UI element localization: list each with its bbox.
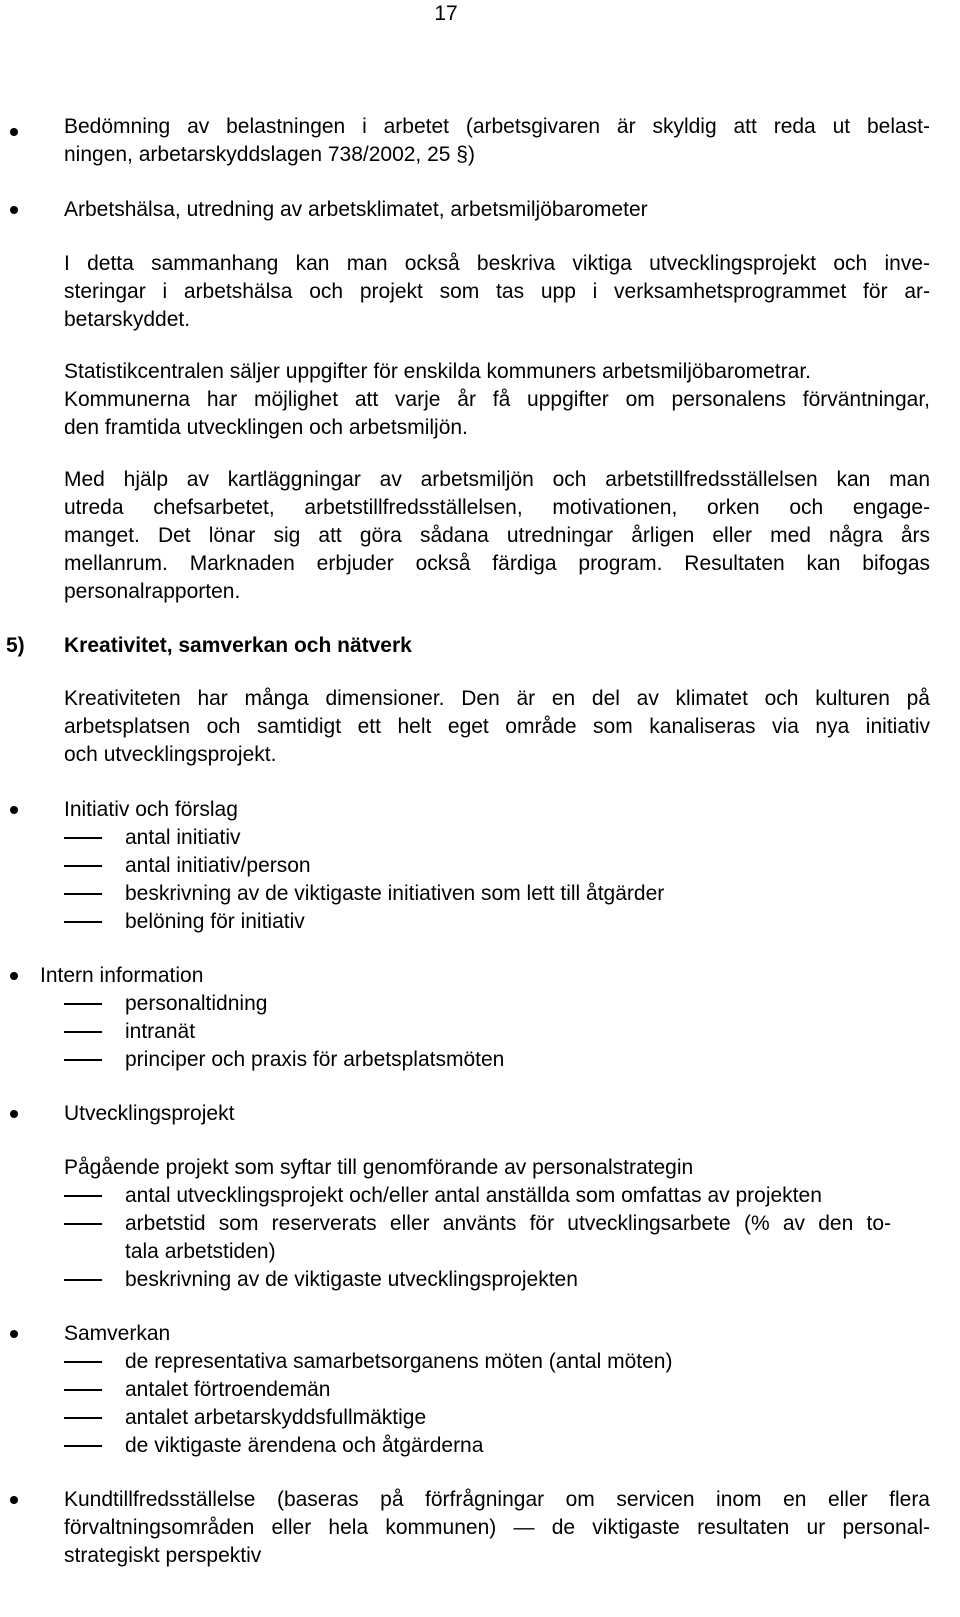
list-item: antalet förtroendemän [125, 1378, 331, 1401]
bullet-dot [10, 1496, 18, 1504]
list-title: Utvecklingsprojekt [64, 1102, 235, 1125]
section-heading: Kreativitet, samverkan och nätverk [64, 634, 412, 657]
paragraph-line: arbetsplatsen och samtidigt ett helt eget område som kanaliseras via nya initiativ [64, 715, 930, 738]
paragraph-line: den framtida utvecklingen och arbetsmiljön. [64, 416, 468, 439]
paragraph-line: Med hjälp av kartläggningar av arbetsmiljön och arbetstillfredsställelsen kan man [64, 468, 930, 491]
dash-marker [64, 1059, 102, 1061]
list-item: antalet arbetarskyddsfullmäktige [125, 1406, 427, 1429]
bullet-text-line: strategiskt perspektiv [64, 1544, 262, 1567]
dash-marker [64, 1445, 102, 1447]
list-item: antal utvecklingsprojekt och/eller antal anställda som omfattas av projekten [125, 1184, 822, 1207]
paragraph-line: utreda chefsarbetet, arbetstillfredsställelsen, motivationen, orken och engage- [64, 496, 930, 519]
list-title: Initiativ och förslag [64, 798, 238, 821]
list-item: principer och praxis för arbetsplatsmöten [125, 1048, 505, 1071]
dash-marker [64, 1195, 102, 1197]
list-title: Samverkan [64, 1322, 171, 1345]
dash-marker [64, 893, 102, 895]
bullet-text-line: ningen, arbetarskyddslagen 738/2002, 25 §) [64, 143, 475, 166]
list-item: de viktigaste ärendena och åtgärderna [125, 1434, 484, 1457]
paragraph-line: mellanrum. Marknaden erbjuder också färdiga program. Resultaten kan bifogas [64, 552, 930, 575]
list-item: intranät [125, 1020, 196, 1043]
paragraph-line: personalrapporten. [64, 580, 241, 603]
list-item: arbetstid som reserverats eller använts för utvecklingsarbete (% av den to- [125, 1212, 891, 1235]
bullet-text-line: Kundtillfredsställelse (baseras på förfrågningar om servicen inom en eller flera [64, 1488, 930, 1511]
paragraph-line: betarskyddet. [64, 308, 191, 331]
dash-marker [64, 1389, 102, 1391]
dash-marker [64, 921, 102, 923]
list-title: Intern information [40, 964, 204, 987]
bullet-text-line: Arbetshälsa, utredning av arbetsklimatet, arbetsmiljöbarometer [64, 198, 648, 221]
bullet-text-line: Bedömning av belastningen i arbetet (arbetsgivaren är skyldig att reda ut belast- [64, 115, 930, 138]
list-item: beskrivning av de viktigaste utvecklingsprojekten [125, 1268, 578, 1291]
dash-marker [64, 1031, 102, 1033]
list-item: belöning för initiativ [125, 910, 305, 933]
dash-marker [64, 865, 102, 867]
paragraph-line: steringar i arbetshälsa och projekt som tas upp i verksamhetsprogrammet för ar- [64, 280, 930, 303]
dash-marker [64, 1223, 102, 1225]
paragraph-line: Kreativiteten har många dimensioner. Den är en del av klimatet och kulturen på [64, 687, 930, 710]
list-intro: Pågående projekt som syftar till genomförande av personalstrategin [64, 1156, 694, 1179]
dash-marker [64, 1417, 102, 1419]
list-item: personaltidning [125, 992, 268, 1015]
bullet-dot [10, 972, 18, 980]
list-item: tala arbetstiden) [125, 1240, 276, 1263]
page-number: 17 [434, 2, 458, 25]
section-number: 5) [6, 634, 25, 657]
list-item: antal initiativ/person [125, 854, 311, 877]
paragraph-line: Kommunerna har möjlighet att varje år få uppgifter om personalens förväntningar, [64, 388, 930, 411]
bullet-dot [10, 1330, 18, 1338]
list-item: antal initiativ [125, 826, 241, 849]
paragraph-line: I detta sammanhang kan man också beskriva viktiga utvecklingsprojekt och inve- [64, 252, 930, 275]
bullet-text-line: förvaltningsområden eller hela kommunen) — de viktigaste resultaten ur personal- [64, 1516, 930, 1539]
paragraph-line: manget. Det lönar sig att göra sådana utredningar årligen eller med några års [64, 524, 930, 547]
dash-marker [64, 1361, 102, 1363]
paragraph-line: Statistikcentralen säljer uppgifter för enskilda kommuners arbetsmiljöbarometrar. [64, 360, 811, 383]
paragraph-line: och utvecklingsprojekt. [64, 743, 277, 766]
bullet-dot [10, 806, 18, 814]
bullet-dot [10, 206, 18, 214]
list-item: de representativa samarbetsorganens möten (antal möten) [125, 1350, 673, 1373]
bullet-dot [10, 128, 18, 136]
bullet-dot [10, 1110, 18, 1118]
dash-marker [64, 1003, 102, 1005]
list-item: beskrivning av de viktigaste initiativen som lett till åtgärder [125, 882, 665, 905]
dash-marker [64, 1279, 102, 1281]
dash-marker [64, 837, 102, 839]
